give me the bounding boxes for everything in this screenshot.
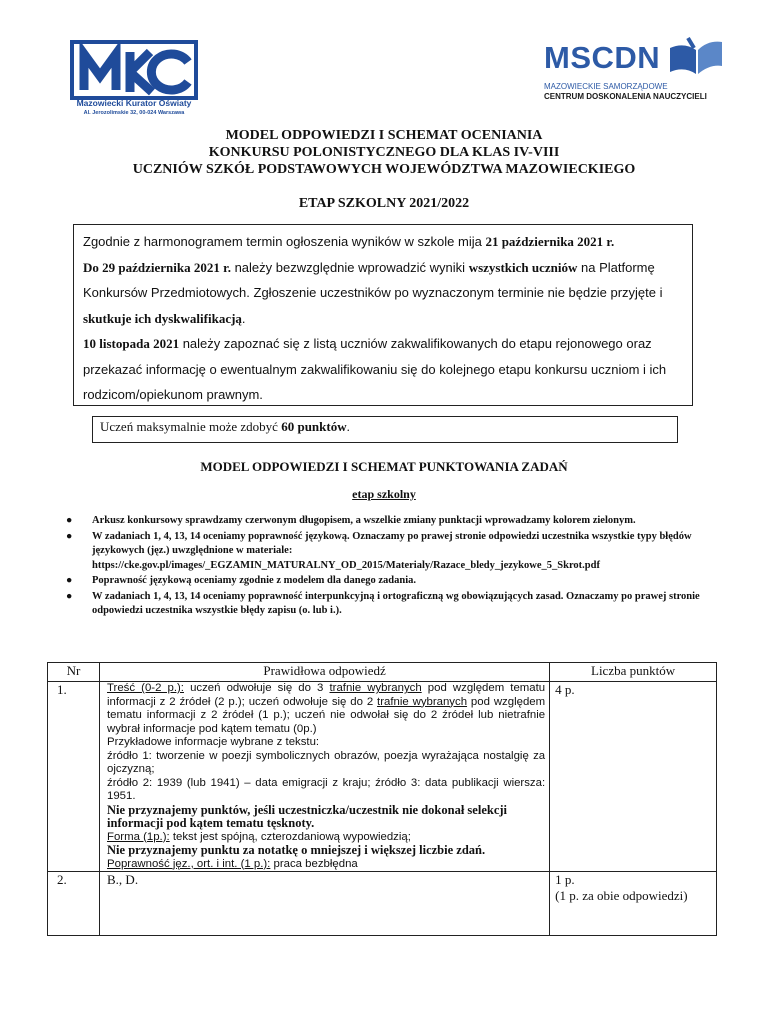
title-line-2: KONKURSU POLONISTYCZNEGO DLA KLAS IV-VIII bbox=[208, 145, 560, 160]
correctness-criteria: Poprawność jęz., ort. i int. (1 p.): praca bezbłędna bbox=[107, 857, 358, 870]
points-note: (1 p. za obie odpowiedzi) bbox=[555, 888, 688, 903]
section-title: MODEL ODPOWIEDZI I SCHEMAT PUNKTOWANIA ZADAŃ bbox=[200, 459, 568, 474]
row-points: 4 p. bbox=[550, 682, 717, 872]
row-answer bbox=[100, 682, 550, 872]
source-1: źródło 1: tworzenie w poezji symbolicznych obrazów, poezja wyrażająca nostalgię za ojczyzną; bbox=[107, 749, 546, 775]
list-item: ● Arkusz konkursowy sprawdzamy czerwonym długopisem, a wszelkie zmiany punktacji wprowadzamy kolorem zielonym. bbox=[66, 515, 636, 526]
points-value: 1 p. bbox=[555, 872, 575, 887]
notice-p3: 10 listopada 2021 należy zapoznać się z listą uczniów zakwalifikowanych do etapu rejonowego oraz przekazać informację o ewentualnym zakwalifikowaniu się do kolejnego etapu konkursu uczniom i ich rodzicom/opiekunom prawnym. bbox=[83, 336, 667, 402]
max-points-box: Uczeń maksymalnie może zdobyć 60 punktów. bbox=[92, 416, 678, 443]
source-2: źródło 2: 1939 (lub 1941) – data emigracji z kraju; źródło 3: data publikacji wiersza: 1951. bbox=[107, 776, 546, 802]
answer-table bbox=[47, 662, 717, 936]
header-points: Liczba punktów bbox=[550, 663, 717, 682]
mscdn-logo-text: MSCDN bbox=[544, 40, 661, 75]
book-icon bbox=[666, 36, 724, 76]
instructions-list bbox=[66, 514, 726, 619]
header-nr: Nr bbox=[48, 663, 100, 682]
table-header-row bbox=[48, 663, 717, 682]
mscdn-subtitle-1: MAZOWIECKIE SAMORZĄDOWE bbox=[544, 82, 668, 91]
mko-address: Al. Jerozolimskie 32, 00-024 Warszawa bbox=[83, 110, 185, 116]
row-nr: 1. bbox=[48, 682, 100, 872]
notice-p2: Do 29 października 2021 r. należy bezwzględnie wprowadzić wyniki wszystkich uczniów na Platformę Konkursów Przedmiotowych. Zgłoszenie uczestników po wyznaczonym terminie nie będzie przyjęte i skutkuje ich dyskwalifikacją. bbox=[83, 259, 663, 326]
no-points-note-2: Nie przyznajemy punktu za notatkę o mniejszej i większej liczbie zdań. bbox=[107, 843, 486, 857]
tresc-criteria: Treść (0-2 p.): uczeń odwołuje się do 3 trafnie wybranych pod względem tematu informacji z 2 źródeł (2 p.); uczeń odwołuje się do 2 trafnie wybranych pod względem tematu informacji z 2 źródeł (1 p.); uczeń nie odwołał się do 2 źródeł lub nietrafnie wybrał informacje pod kątem tematu (0p.) bbox=[107, 682, 546, 735]
title-line-1: MODEL ODPOWIEDZI I SCHEMAT OCENIANIA bbox=[225, 128, 543, 143]
examples-intro: Przykładowe informacje wybrane z tekstu: bbox=[107, 736, 320, 748]
mscdn-subtitle-2: CENTRUM DOSKONALENIA NAUCZYCIELI bbox=[544, 92, 707, 101]
list-item: ● Poprawność językową oceniamy zgodnie z modelem dla danego zadania. bbox=[66, 575, 417, 586]
title-line-3: UCZNIÓW SZKÓŁ PODSTAWOWYCH WOJEWÓDZTWA MAZOWIECKIEGO bbox=[132, 162, 636, 177]
row-points bbox=[550, 872, 717, 936]
list-item: ● W zadaniach 1, 4, 13, 14 oceniamy poprawność interpunkcyjną i ortograficzną wg obowiązujących zasad. Oznaczamy po prawej stronie odpowiedzi uczestnika wszystkie błędy zapisu (o. lub i.). bbox=[66, 590, 700, 616]
stage-title: ETAP SZKOLNY 2021/2022 bbox=[298, 196, 470, 211]
forma-criteria: Forma (1p.): tekst jest spójną, czterozdaniową wypowiedzią; bbox=[107, 830, 411, 843]
list-item: ● W zadaniach 1, 4, 13, 14 oceniamy poprawność językową. Oznaczamy po prawej stronie odpowiedzi uczestnika wszystkie typy błędów językowych (jęz.) uwzględnione w materiale: https://cke.gov.pl/images/_EGZAMIN_MATURALNY_OD_2015/Materialy/Razace_bledy_jezykowe_5_Skrot.pdf bbox=[66, 530, 692, 571]
header-answer: Prawidłowa odpowiedź bbox=[100, 663, 550, 682]
table-row bbox=[48, 682, 717, 872]
svg-text:MKO: MKO bbox=[134, 82, 137, 83]
notice-p1: Zgodnie z harmonogramem termin ogłoszenia wyników w szkole mija 21 października 2021 r. bbox=[83, 234, 615, 249]
section-subtitle: etap szkolny bbox=[352, 487, 416, 501]
table-row bbox=[48, 872, 717, 936]
row-answer: B., D. bbox=[100, 872, 550, 936]
notice-box bbox=[73, 224, 693, 406]
mko-name: Mazowiecki Kurator Oświaty bbox=[76, 98, 192, 108]
no-points-note-1: Nie przyznajemy punktów, jeśli uczestniczka/uczestnik nie dokonał selekcji informacji pod kątem tematu tęsknoty. bbox=[107, 802, 508, 830]
row-nr: 2. bbox=[48, 872, 100, 936]
